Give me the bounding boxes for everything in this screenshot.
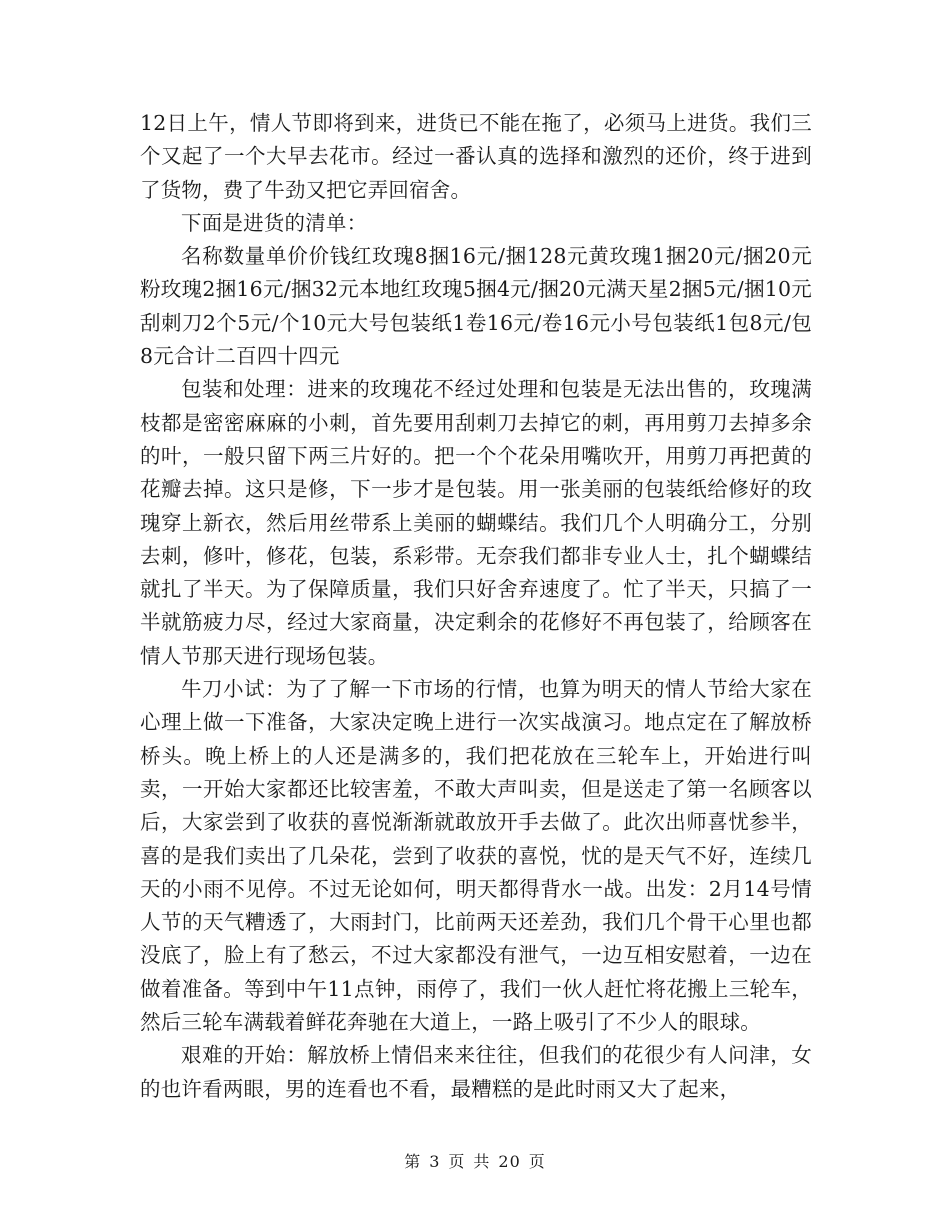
footer-page-word: 页 <box>448 1152 466 1171</box>
footer-total-word: 共 <box>473 1152 491 1171</box>
paragraph-difficult-start: 艰难的开始：解放桥上情侣来来往往，但我们的花很少有人问津，女的也许看两眼，男的连看也不看，最糟糕的是此时雨又大了起来， <box>140 1043 812 1101</box>
footer-total-pages: 20 <box>498 1152 521 1171</box>
paragraph-purchase-day: 12日上午，情人节即将到来，进货已不能在拖了，必须马上进货。我们三个又起了一个大早去花市。经过一番认真的选择和激烈的还价，终于进到了货物，费了牛劲又把它弄回宿舍。 <box>140 111 812 202</box>
document-body <box>140 107 812 1106</box>
footer-current-page: 3 <box>429 1152 441 1171</box>
paragraph-trial-run: 牛刀小试：为了了解一下市场的行情，也算为明天的情人节给大家在心理上做一下准备，大家决定晚上进行一次实战演习。地点定在了解放桥桥头。晚上桥上的人还是满多的，我们把花放在三轮车上，开始进行叫卖，一开始大家都还比较害羞，不敢大声叫卖，但是送走了第一名顾客以后，大家尝到了收获的喜悦渐渐就敢放开手去做了。此次出师喜忧参半，喜的是我们卖出了几朵花，尝到了收获的喜悦，忧的是天气不好，连续几天的小雨不见停。不过无论如何，明天都得背水一战。出发：2月14号情人节的天气糟透了，大雨封门，比前两天还差劲，我们几个骨干心里也都没底了，脸上有了愁云，不过大家都没有泄气，一边互相安慰着，一边在做着准备。等到中午11点钟，雨停了，我们一伙人赶忙将花搬上三轮车，然后三轮车满载着鲜花奔驰在大道上，一路上吸引了不少人的眼球。 <box>140 677 812 1035</box>
footer-suffix: 页 <box>528 1152 546 1171</box>
paragraph-purchase-list: 名称数量单价价钱红玫瑰8捆16元/捆128元黄玫瑰1捆20元/捆20元粉玫瑰2捆16元/捆32元本地红玫瑰5捆4元/捆20元满天星2捆5元/捆10元刮刺刀2个5元/个10元大号包装纸1卷16元/卷16元小号包装纸1包8元/包8元合计二百四十四元 <box>140 244 812 369</box>
paragraph-packaging: 包装和处理：进来的玫瑰花不经过处理和包装是无法出售的，玫瑰满枝都是密密麻麻的小刺，首先要用刮刺刀去掉它的刺，再用剪刀去掉多余的叶，一般只留下两三片好的。把一个个花朵用嘴吹开，用剪刀再把黄的花瓣去掉。这只是修，下一步才是包装。用一张美丽的包装纸给修好的玫瑰穿上新衣，然后用丝带系上美丽的蝴蝶结。我们几个人明确分工，分别去刺，修叶，修花，包装，系彩带。无奈我们都非专业人士，扎个蝴蝶结就扎了半天。为了保障质量，我们只好舍弃速度了。忙了半天，只搞了一半就筋疲力尽，经过大家商量，决定剩余的花修好不再包装了，给顾客在情人节那天进行现场包装。 <box>140 377 812 668</box>
page-number-footer <box>0 1152 950 1172</box>
footer-prefix: 第 <box>404 1152 422 1171</box>
paragraph-list-intro: 下面是进货的清单： <box>181 210 368 235</box>
